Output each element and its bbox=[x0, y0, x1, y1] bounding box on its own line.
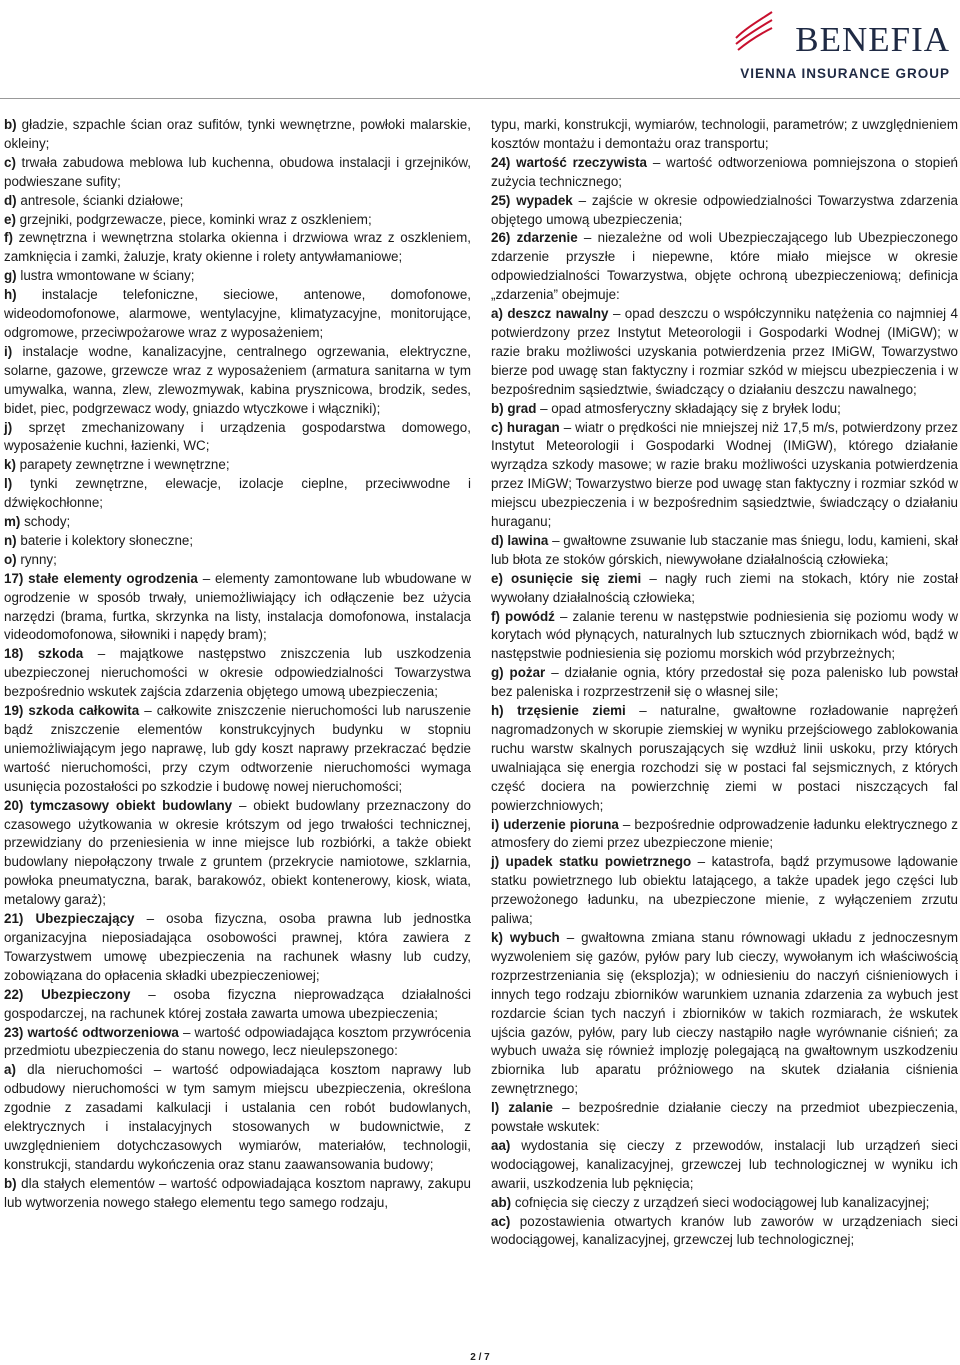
paragraph bbox=[4, 229, 471, 267]
header-divider bbox=[0, 98, 960, 99]
benefia-logo bbox=[722, 4, 952, 84]
item-text: – zajście w okresie odpowiedzialności Towarzystwa zdarzenia objętego umową ubezpieczenia; bbox=[491, 192, 958, 227]
item-label: 19) szkoda całkowita bbox=[4, 703, 140, 719]
paragraph bbox=[491, 116, 958, 154]
item-text: – opad deszczu o współczynniku natężenia co najmniej 4 potwierdzony przez Instytut Meteorologii i Gospodarki Wodnej (IMiGW); w razie braku możliwości uzyskania potwierdzenia przez IMiGW, Towarzystwo bierze pod uwagę stan faktyczny i rozmiar szkód w miejscu ubezpieczenia i w bezpośrednim sąsiedztwie, świadczący o działaniu deszczu nawalnego; bbox=[491, 306, 958, 397]
item-text: tynki zewnętrzne, elewacje, izolacje cieplne, przeciwwodne i dźwiękochłonne; bbox=[4, 476, 471, 511]
paragraph bbox=[4, 192, 471, 211]
item-text: – gwałtowne zsuwanie lub staczanie mas śniegu, lodu, kamieni, skał lub błota ze stoków górskich, niewywołane działalnością człowieka; bbox=[491, 532, 958, 567]
item-text: grzejniki, podgrzewacze, piece, kominki wraz z oszkleniem; bbox=[19, 211, 372, 227]
item-label: j) upadek statku powietrznego bbox=[491, 854, 692, 870]
item-label: l) zalanie bbox=[491, 1100, 553, 1116]
item-label: 24) wartość rzeczywista bbox=[491, 154, 647, 170]
paragraph bbox=[491, 192, 958, 230]
paragraph bbox=[4, 797, 471, 910]
item-text: – bezpośrednie odprowadzenie ładunku elektrycznego z atmosfery do ziemi przez ubezpieczone mienie; bbox=[491, 816, 958, 851]
item-label: aa) bbox=[491, 1137, 511, 1153]
paragraph bbox=[491, 664, 958, 702]
logo-brand-text: BENEFIA bbox=[795, 20, 950, 59]
item-label: 20) tymczasowy obiekt budowlany bbox=[4, 797, 233, 813]
item-text: – bezpośrednie działanie cieczy na przedmiot ubezpieczenia, powstałe wskutek: bbox=[491, 1100, 958, 1135]
paragraph bbox=[491, 608, 958, 665]
item-label: a) bbox=[4, 1062, 16, 1078]
item-label: 21) Ubezpieczający bbox=[4, 911, 135, 927]
paragraph bbox=[4, 1024, 471, 1062]
item-label: f) powódź bbox=[491, 608, 555, 624]
item-label: 23) wartość odtworzeniowa bbox=[4, 1024, 179, 1040]
item-text: instalacje wodne, kanalizacyjne, centralnego ogrzewania, elektryczne, solarne, gazowe, grzewcze wraz z wyposażeniem (armatura sanitarna w tym umywalka, wanna, zlew, zlewozmywak, kabina prysznicowa, brodzik, sedes, bidet, piec, podgrzewacz wody, gniazdo wtyczkowe i włączniki); bbox=[4, 343, 471, 416]
item-label: i) uderzenie pioruna bbox=[491, 816, 619, 832]
item-text: – osoba fizyczna nieprowadząca działalności gospodarczej, na rachunek której została zawarta umowa ubezpieczenia; bbox=[4, 986, 471, 1021]
paragraph bbox=[491, 853, 958, 929]
item-label: ac) bbox=[491, 1213, 511, 1229]
paragraph bbox=[4, 154, 471, 192]
paragraph bbox=[4, 267, 471, 286]
paragraph bbox=[491, 702, 958, 815]
item-text: – osoba fizyczna, osoba prawna lub jednostka organizacyjna nieposiadająca osobowości prawnej, która zawiera z Towarzystwem umowę ubezpieczenia na rachunek własny lub cudzy, zobowiązana do opłacenia składki ubezpieczeniowej; bbox=[4, 911, 471, 983]
paragraph bbox=[4, 475, 471, 513]
item-label: l) bbox=[4, 476, 13, 492]
item-text: sprzęt zmechanizowany i urządzenia gospodarstwa domowego, wyposażenie kuchni, łazienki, WC; bbox=[4, 419, 471, 454]
paragraph bbox=[491, 229, 958, 305]
item-text: – opad atmosferyczny składający się z bryłek lodu; bbox=[540, 400, 841, 416]
logo-tagline: VIENNA INSURANCE GROUP bbox=[740, 66, 950, 81]
item-label: n) bbox=[4, 532, 17, 548]
item-label: c) bbox=[4, 154, 16, 170]
paragraph bbox=[4, 419, 471, 457]
item-text: typu, marki, konstrukcji, wymiarów, technologii, parametrów; z uwzględnieniem kosztów montażu i demontażu oraz transportu; bbox=[491, 117, 958, 151]
item-label: 26) zdarzenie bbox=[491, 230, 578, 246]
logo-mark-icon bbox=[734, 8, 774, 56]
item-text: – majątkowe następstwo zniszczenia lub uszkodzenia ubezpieczonej nieruchomości w okresie odpowiedzialności Towarzystwa bezpośrednio wskutek zajścia zdarzenia objętego umową ubezpieczenia; bbox=[4, 646, 471, 700]
item-text: – działanie ognia, który przedostał się poza palenisko lub powstał bez paleniska i rozprzestrzenił się o własnej sile; bbox=[491, 665, 958, 700]
item-text: – obiekt budowlany przeznaczony do czasowego użytkowania w okresie krótszym od jego trwałości technicznej, przewidziany do przeniesienia w inne miejsce lub rozbiórki, a także obiekt budowlany niepołączony trwale z gruntem (przekrycie namiotowe, szklarnia, powłoka pneumatyczna, barak, barakowóz, obiekt kontenerowy, kiosk, wiata, metalowy garaż); bbox=[4, 797, 471, 908]
paragraph bbox=[4, 986, 471, 1024]
item-text: – elementy zamontowane lub wbudowane w ogrodzenie w sposób trwały, uniemożliwiający ich odłączenie bez użycia narzędzi (brama, furtka, skrzynka na listy, instalacja domofonowa, instalacja videodomofonowa, siłowniki i napędy bram); bbox=[4, 570, 471, 643]
item-text: dla nieruchomości – wartość odpowiadająca kosztom naprawy lub odbudowy nieruchomości w tym samym miejscu ubezpieczenia, określona zgodnie z zasadami kalkulacji i ustalania cen robót budowlanych, elektrycznych i instalacyjnych stosowanych w budownictwie, z uwzględnieniem dotychczasowych wymiarów, materiałów, technologii, konstrukcji, standardu wykończenia oraz stanu zaawansowania budowy; bbox=[4, 1062, 471, 1172]
paragraph bbox=[491, 305, 958, 400]
item-text: – całkowite zniszczenie nieruchomości lub naruszenie bądź zniszczenie elementów konstrukcyjnych budynku w stopniu uniemożliwiającym jego naprawę, lub gdy koszt naprawy przekraczać będzie wartość nieruchomości, przy czym odtworzenie nieruchomości wymaga usunięcia pozostałości po szkodzie i budowę nowej nieruchomości; bbox=[4, 703, 471, 794]
paragraph bbox=[491, 816, 958, 854]
item-label: j) bbox=[4, 419, 13, 435]
page-header bbox=[0, 0, 960, 100]
item-label: h) bbox=[4, 287, 17, 303]
item-label: g) pożar bbox=[491, 665, 546, 681]
item-label: b) bbox=[4, 1175, 17, 1191]
item-label: i) bbox=[4, 343, 13, 359]
item-label: e) osunięcie się ziemi bbox=[491, 570, 642, 586]
item-text: lustra wmontowane w ściany; bbox=[20, 268, 195, 284]
paragraph bbox=[491, 1137, 958, 1194]
item-label: a) deszcz nawalny bbox=[491, 306, 609, 322]
item-text: – naturalne, gwałtowne rozładowanie naprężeń nagromadzonych w skorupie ziemskiej w wyniku przejściowego zablokowania ruchu warstw skalnych poruszających się wzdłuż linii uskoku, przy których uwalniająca się energia rozchodzi się w postaci fal sejsmicznych, z których część dociera na powierzchnię ziemi w postaci niszczących fal powierzchniowych; bbox=[491, 703, 958, 813]
item-text: schody; bbox=[24, 514, 71, 530]
item-text: zewnętrzna i wewnętrzna stolarka okienna i drzwiowa wraz z oszkleniem, zamknięcia i zamki, żaluzje, kraty okienne i rolety antywłamaniowe; bbox=[4, 230, 471, 265]
item-text: wydostania się cieczy z przewodów, instalacji lub urządzeń sieci wodociągowej, kanalizacyjnej, grzewczej lub technologicznej w wyniku ich awarii, uszkodzenia lub pęknięcia; bbox=[491, 1137, 958, 1191]
paragraph bbox=[4, 551, 471, 570]
item-text: gładzie, szpachle ścian oraz sufitów, tynki wewnętrzne, powłoki malarskie, okleiny; bbox=[4, 117, 471, 151]
item-text: cofnięcia się cieczy z urządzeń sieci wodociągowej lub kanalizacyjnej; bbox=[514, 1194, 930, 1210]
paragraph bbox=[491, 929, 958, 1099]
item-label: o) bbox=[4, 551, 17, 567]
paragraph bbox=[491, 419, 958, 532]
paragraph bbox=[4, 645, 471, 702]
item-text: – wartość odpowiadająca kosztom przywrócenia przedmiotu ubezpieczenia do stanu nowego, lecz nieulepszonego: bbox=[4, 1024, 471, 1059]
item-text: – zalanie terenu w następstwie podniesienia się poziomu wody w korytach wód płynących, naturalnych lub sztucznych zbiornikach wód, bądź w następstwie podniesienia się poziomu morskich wód przybrzeżnych; bbox=[491, 608, 958, 662]
paragraph bbox=[491, 400, 958, 419]
paragraph bbox=[4, 1061, 471, 1174]
right-column bbox=[491, 116, 958, 1250]
item-label: 22) Ubezpieczony bbox=[4, 986, 131, 1002]
paragraph bbox=[4, 1175, 471, 1213]
item-text: – katastrofa, bądź przymusowe lądowanie statku powietrznego lub obiektu latającego, a także upadek jego części lub przewożonego ładunku, na ubezpieczone mienie, z wyłączeniem zrzutu paliwa; bbox=[491, 854, 958, 927]
item-text: baterie i kolektory słoneczne; bbox=[20, 532, 194, 548]
item-text: rynny; bbox=[20, 551, 57, 567]
paragraph bbox=[4, 116, 471, 154]
paragraph bbox=[491, 1213, 958, 1251]
item-text: dla stałych elementów – wartość odpowiadająca kosztom naprawy, zakupu lub wytworzenia nowego stałego elementu tego samego rodzaju, bbox=[4, 1175, 471, 1210]
item-text: pozostawienia otwartych kranów lub zaworów w urządzeniach sieci wodociągowej, kanalizacyjnej, grzewczej lub technologicznej; bbox=[491, 1213, 958, 1248]
paragraph bbox=[4, 211, 471, 230]
item-text: – gwałtowna zmiana stanu równowagi układu z jednoczesnym wyzwoleniem się gazów, pyłów pary lub cieczy, wywołanym ich właściwością rozprzestrzeniania się (eksplozja); w odniesieniu do naczyń ciśnieniowych i innych tego rodzaju zbiorników warunkiem uznania zdarzenia za wybuch jest rozdarcie ścian tych naczyń i zbiorników w takich rozmiarach, że wskutek ujścia gazów, pyłów, pary lub cieczy nastąpiło nagłe wyrównanie ciśnień; za wybuch uważa się również implozję polegającą na gwałtownym uszkodzeniu zbiornika lub aparatu próżniowego na skutek działania ciśnienia zewnętrznego; bbox=[491, 929, 958, 1097]
item-label: k) bbox=[4, 457, 16, 473]
paragraph bbox=[4, 456, 471, 475]
item-label: h) trzęsienie ziemi bbox=[491, 703, 626, 719]
item-label: m) bbox=[4, 514, 21, 530]
paragraph bbox=[491, 1194, 958, 1213]
paragraph bbox=[4, 570, 471, 646]
item-label: g) bbox=[4, 268, 17, 284]
item-label: b) grad bbox=[491, 400, 537, 416]
paragraph bbox=[4, 286, 471, 343]
paragraph bbox=[491, 154, 958, 192]
item-label: 17) stałe elementy ogrodzenia bbox=[4, 570, 198, 586]
item-text: – wartość odtworzeniowa pomniejszona o stopień zużycia technicznego; bbox=[491, 154, 958, 189]
item-label: ab) bbox=[491, 1194, 512, 1210]
paragraph bbox=[491, 1099, 958, 1137]
item-label: f) bbox=[4, 230, 13, 246]
paragraph bbox=[4, 702, 471, 797]
paragraph bbox=[4, 343, 471, 419]
item-text: parapety zewnętrzne i wewnętrzne; bbox=[19, 457, 230, 473]
paragraph bbox=[491, 532, 958, 570]
item-label: d) lawina bbox=[491, 532, 549, 548]
paragraph bbox=[4, 513, 471, 532]
item-text: antresole, ścianki działowe; bbox=[20, 192, 184, 208]
paragraph bbox=[4, 532, 471, 551]
page-number: 2 / 7 bbox=[470, 1352, 490, 1363]
item-text: – wiatr o prędkości nie mniejszej niż 17,5 m/s, potwierdzony przez Instytut Meteorologii i Gospodarki Wodnej (IMiGW), którego działanie wyrządza szkody masowe; w razie braku możliwości uzyskania potwierdzenia przez IMiGW; Towarzystwo bierze pod uwagę stan faktyczny i rozmiar szkód w miejscu ubezpieczenia i w bezpośrednim sąsiedztwie, świadczący o działaniu huraganu; bbox=[491, 419, 958, 530]
item-text: trwała zabudowa meblowa lub kuchenna, obudowa instalacji i grzejników, podwieszane sufity; bbox=[4, 154, 471, 189]
paragraph bbox=[4, 910, 471, 986]
item-text: – nagły ruch ziemi na stokach, który nie został wywołany działalnością człowieka; bbox=[491, 570, 958, 605]
item-label: b) bbox=[4, 117, 17, 132]
item-label: d) bbox=[4, 192, 17, 208]
left-column bbox=[4, 116, 471, 1213]
item-text: instalacje telefoniczne, sieciowe, antenowe, domofonowe, wideodomofonowe, alarmowe, wentylacyjne, klimatyzacyjne, monitorujące, odgromowe, przeciwpożarowe wraz z wyposażeniem; bbox=[4, 287, 471, 340]
item-label: 25) wypadek bbox=[491, 192, 573, 208]
item-label: c) huragan bbox=[491, 419, 560, 435]
item-label: e) bbox=[4, 211, 16, 227]
item-text: – niezależne od woli Ubezpieczającego lub Ubezpieczonego zdarzenie przyszłe i niepewne, które miało miejsce w okresie odpowiedzialności Towarzystwa, objęte ochroną ubezpieczeniową; definicja „zdarzenia” obejmuje: bbox=[491, 230, 958, 303]
item-label: k) wybuch bbox=[491, 929, 560, 945]
paragraph bbox=[491, 570, 958, 608]
item-label: 18) szkoda bbox=[4, 646, 84, 662]
